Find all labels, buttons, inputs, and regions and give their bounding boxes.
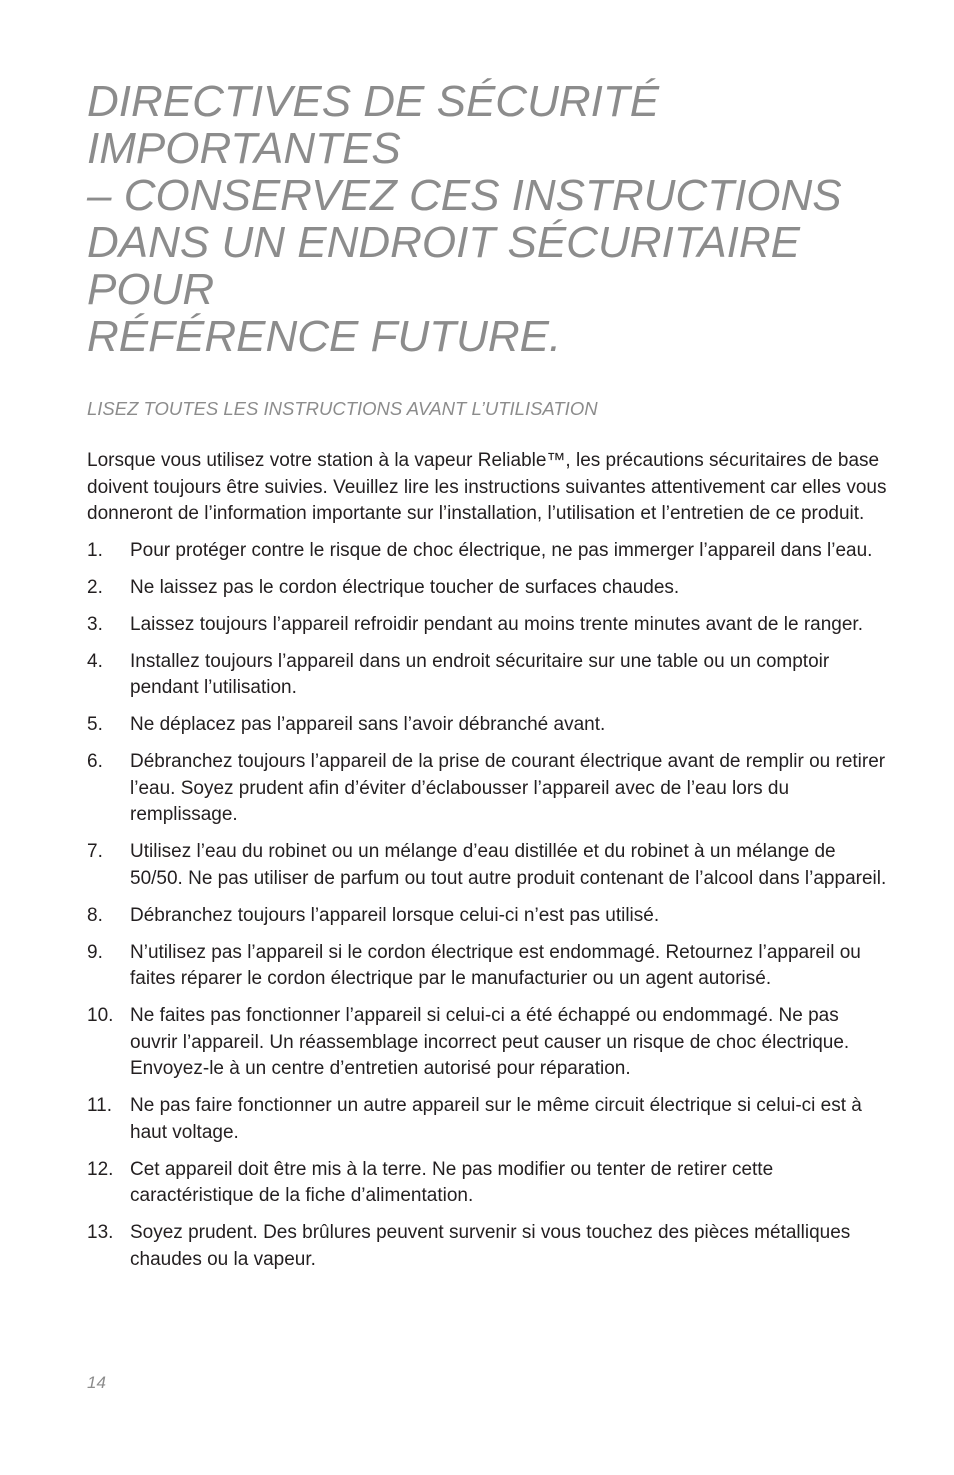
list-item [87,940,887,993]
list-item [87,612,887,639]
list-item [87,839,887,892]
list-item [87,649,887,702]
item-number: 7. [87,841,103,862]
item-text: Laissez toujours l’appareil refroidir pendant au moins trente minutes avant de le ranger. [130,613,863,635]
item-text: Ne faites pas fonctionner l’appareil si celui-ci a été échappé ou endommagé. Ne pas ouvrir l’appareil. Un réassemblage incorrect peut causer un risque de choc électrique. Envoyez-le à un centre d’entretien autorisé pour réparation. [130,1005,850,1079]
safety-instructions-list [87,538,887,1274]
item-number: 2. [87,576,103,598]
item-number: 1. [87,539,103,561]
list-item [87,1003,887,1083]
list-item [87,1093,887,1146]
list-item [87,1220,887,1273]
item-number: 6. [87,751,103,772]
item-text: Débranchez toujours l’appareil de la prise de courant électrique avant de remplir ou retirer l’eau. Soyez prudent afin d’éviter d’éclabousser l’appareil avec de l’eau lors du remplissage. [130,751,886,825]
list-item [87,749,887,829]
item-text: Ne pas faire fonctionner un autre appareil sur le même circuit électrique si celui-ci est à haut voltage. [130,1095,862,1143]
item-number: 12. [87,1158,114,1180]
item-text: N’utilisez pas l’appareil si le cordon électrique est endommagé. Retournez l’appareil ou faites réparer le cordon électrique par le manufacturier ou un agent autorisé. [130,941,861,989]
list-item [87,712,887,739]
list-item [87,575,887,602]
item-number: 10. [87,1005,114,1026]
list-item [87,1157,887,1210]
page-number: 14 [87,1373,106,1392]
list-item [87,538,887,565]
item-text: Cet appareil doit être mis à la terre. Ne pas modifier ou tenter de retirer cette caractéristique de la fiche d’alimentation. [130,1158,774,1206]
item-number: 8. [87,904,103,926]
item-text: Utilisez l’eau du robinet ou un mélange d’eau distillée et du robinet à un mélange de 50/50. Ne pas utiliser de parfum ou tout autre produit contenant de l’alcool dans l’appareil. [130,841,887,889]
page-subtitle: LISEZ TOUTES LES INSTRUCTIONS AVANT L’UTILISATION [87,398,598,419]
item-text: Soyez prudent. Des brûlures peuvent survenir si vous touchez des pièces métalliques chaudes ou la vapeur. [130,1222,851,1270]
page-title: DIRECTIVES DE SÉCURITÉ IMPORTANTES – CONSERVEZ CES INSTRUCTIONS DANS UN ENDROIT SÉCURITAIRE POUR RÉFÉRENCE FUTURE. [87,77,842,361]
item-number: 5. [87,714,103,735]
item-text: Pour protéger contre le risque de choc électrique, ne pas immerger l’appareil dans l’eau. [130,539,873,561]
item-number: 9. [87,941,103,963]
item-number: 13. [87,1222,114,1243]
list-item [87,903,887,930]
item-number: 11. [87,1095,113,1116]
item-number: 3. [87,613,103,635]
item-text: Ne déplacez pas l’appareil sans l’avoir débranché avant. [130,714,606,735]
item-text: Installez toujours l’appareil dans un endroit sécuritaire sur une table ou un comptoir pendant l’utilisation. [130,650,830,698]
item-number: 4. [87,650,103,672]
item-text: Débranchez toujours l’appareil lorsque celui-ci n’est pas utilisé. [130,904,660,926]
item-text: Ne laissez pas le cordon électrique toucher de surfaces chaudes. [130,576,680,598]
document-page [87,78,887,1284]
intro-paragraph: Lorsque vous utilisez votre station à la vapeur Reliable™, les précautions sécuritaires de base doivent toujours être suivies. Veuillez lire les instructions suivantes attentivement car elles vous donneront de l’information importante sur l’installation, l’utilisation et l’entretien de ce produit. [87,450,887,524]
